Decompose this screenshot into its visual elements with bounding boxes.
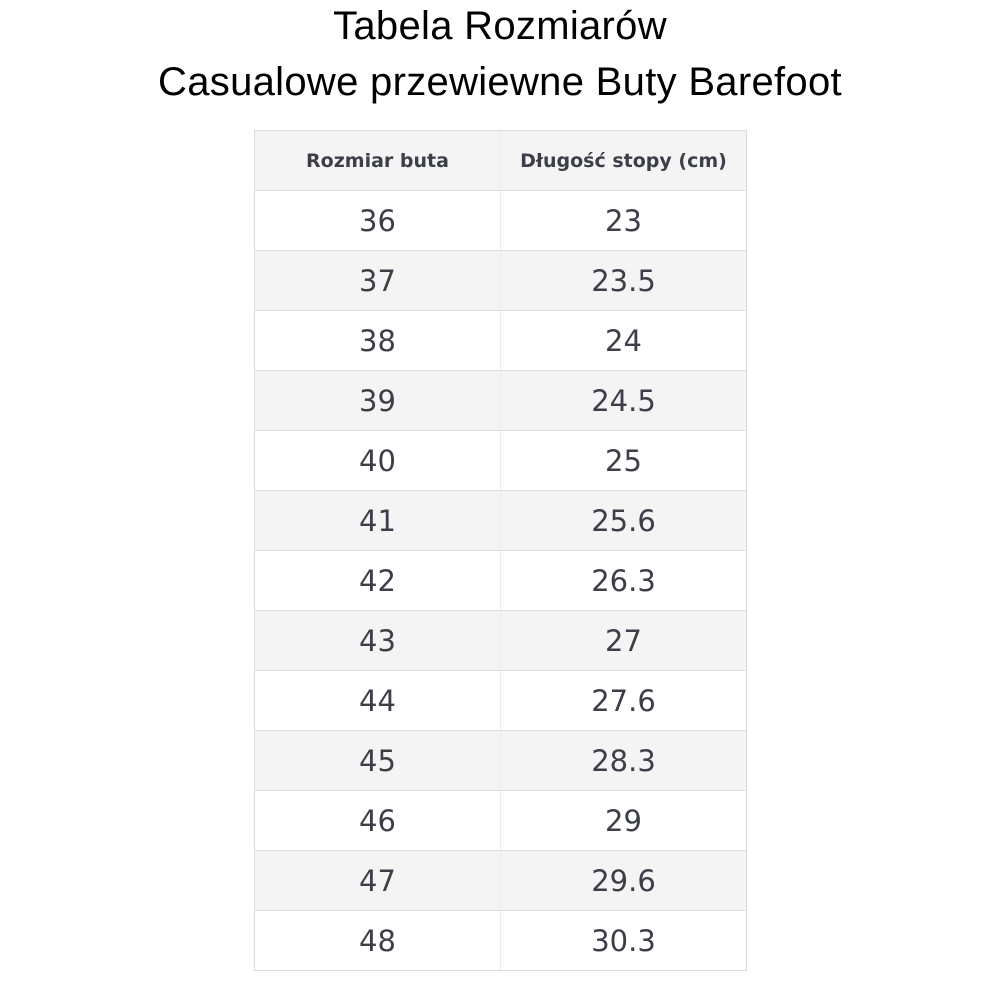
cell-shoe-size: 44 [255, 671, 501, 731]
cell-foot-length: 23.5 [501, 251, 747, 311]
cell-shoe-size: 41 [255, 491, 501, 551]
header-shoe-size: Rozmiar buta [255, 131, 501, 191]
table-row [255, 371, 747, 431]
cell-foot-length: 26.3 [501, 551, 747, 611]
cell-foot-length: 27 [501, 611, 747, 671]
cell-shoe-size: 36 [255, 191, 501, 251]
cell-shoe-size: 42 [255, 551, 501, 611]
cell-shoe-size: 48 [255, 911, 501, 971]
page-title: Tabela Rozmiarów [333, 4, 667, 48]
size-chart-table [254, 130, 747, 971]
cell-shoe-size: 45 [255, 731, 501, 791]
page-subtitle: Casualowe przewiewne Buty Barefoot [158, 60, 842, 104]
table-row [255, 911, 747, 971]
cell-shoe-size: 47 [255, 851, 501, 911]
cell-foot-length: 23 [501, 191, 747, 251]
cell-foot-length: 24 [501, 311, 747, 371]
cell-shoe-size: 39 [255, 371, 501, 431]
table-row [255, 431, 747, 491]
cell-foot-length: 24.5 [501, 371, 747, 431]
cell-shoe-size: 40 [255, 431, 501, 491]
cell-foot-length: 30.3 [501, 911, 747, 971]
table-row [255, 251, 747, 311]
table-row [255, 311, 747, 371]
table-row [255, 851, 747, 911]
table-row [255, 611, 747, 671]
cell-foot-length: 28.3 [501, 731, 747, 791]
table-row [255, 491, 747, 551]
table-header-row [255, 131, 747, 191]
cell-foot-length: 29.6 [501, 851, 747, 911]
table-row [255, 551, 747, 611]
cell-foot-length: 27.6 [501, 671, 747, 731]
table-row [255, 791, 747, 851]
cell-foot-length: 29 [501, 791, 747, 851]
table-row [255, 671, 747, 731]
cell-foot-length: 25.6 [501, 491, 747, 551]
header-foot-length: Długość stopy (cm) [501, 131, 747, 191]
cell-shoe-size: 37 [255, 251, 501, 311]
cell-shoe-size: 38 [255, 311, 501, 371]
cell-shoe-size: 46 [255, 791, 501, 851]
table-row [255, 731, 747, 791]
table-row [255, 191, 747, 251]
cell-shoe-size: 43 [255, 611, 501, 671]
cell-foot-length: 25 [501, 431, 747, 491]
